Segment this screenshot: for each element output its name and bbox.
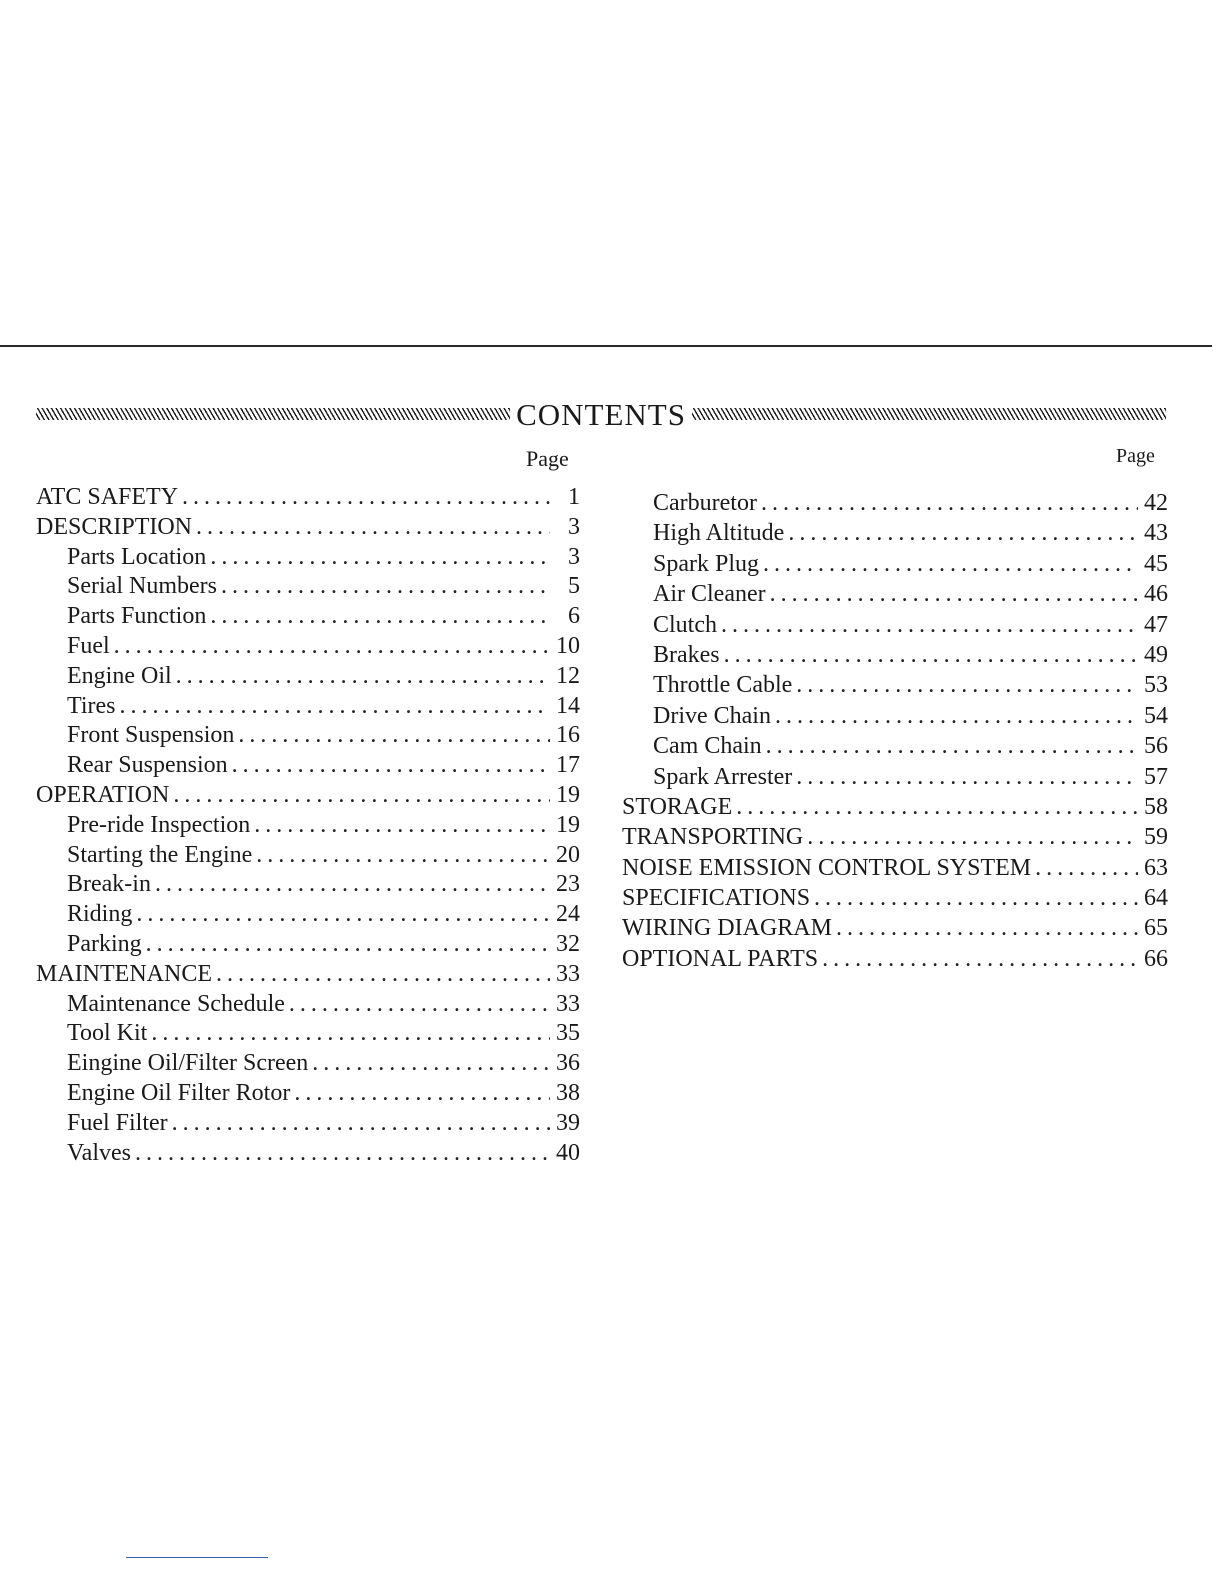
toc-entry-page: 12 — [556, 662, 580, 689]
toc-leader-dots — [182, 483, 550, 513]
toc-leader-dots — [763, 549, 1138, 579]
toc-entry — [36, 930, 580, 960]
toc-leader-dots — [312, 1049, 550, 1079]
toc-entry-page: 35 — [556, 1020, 580, 1047]
toc-entry-label: Starting the Engine — [67, 841, 253, 868]
toc-entry-page: 65 — [1144, 915, 1168, 942]
toc-entry — [36, 1019, 580, 1049]
toc-entry-label: ATC SAFETY — [36, 484, 179, 510]
toc-leader-dots — [775, 701, 1138, 731]
toc-entry — [622, 822, 1168, 852]
toc-entry-page: 64 — [1144, 885, 1168, 912]
toc-entry — [622, 488, 1168, 518]
toc-entry-page: 54 — [1144, 702, 1168, 729]
toc-leader-dots — [151, 1019, 550, 1049]
toc-entry-page: 49 — [1144, 641, 1168, 668]
toc-entry — [36, 721, 580, 751]
toc-entry-label: High Altitude — [653, 520, 785, 547]
toc-entry-label: Drive Chain — [653, 702, 771, 729]
toc-entry — [36, 662, 580, 692]
toc-entry-page: 10 — [556, 632, 580, 659]
header-hatch-right — [692, 408, 1166, 420]
toc-entry — [36, 602, 580, 632]
toc-leader-dots — [210, 543, 550, 573]
toc-leader-dots — [256, 841, 550, 871]
contents-header — [36, 394, 1166, 434]
toc-entry-label: Throttle Cable — [653, 672, 793, 699]
toc-entry-label: Serial Numbers — [67, 573, 217, 600]
toc-entry-label: Tires — [67, 692, 116, 719]
toc-entry-page: 16 — [556, 722, 580, 749]
toc-entry — [36, 990, 580, 1020]
toc-leader-dots — [155, 870, 550, 900]
toc-entry — [36, 1139, 580, 1169]
toc-entry-page: 47 — [1144, 611, 1168, 638]
bottom-mark-line — [126, 1557, 268, 1558]
toc-entry-label: Fuel Filter — [67, 1109, 168, 1136]
toc-leader-dots — [796, 762, 1138, 792]
page-title: CONTENTS — [516, 396, 686, 432]
toc-leader-dots — [176, 662, 550, 692]
toc-leader-dots — [136, 900, 550, 930]
toc-leader-dots — [724, 640, 1138, 670]
toc-entry — [622, 610, 1168, 640]
toc-entry-label: WIRING DIAGRAM — [622, 915, 832, 942]
toc-leader-dots — [770, 579, 1138, 609]
toc-entry-page: 42 — [1144, 490, 1168, 516]
toc-entry-page: 56 — [1144, 733, 1168, 760]
toc-entry — [36, 513, 580, 543]
toc-entry — [622, 731, 1168, 761]
toc-entry — [36, 1079, 580, 1109]
toc-left-column — [36, 483, 580, 1168]
toc-entry-label: MAINTENANCE — [36, 960, 212, 987]
toc-entry-label: Break-in — [67, 871, 151, 898]
toc-entry-page: 19 — [556, 811, 580, 838]
toc-entry-page: 3 — [568, 543, 580, 570]
toc-leader-dots — [114, 632, 550, 662]
toc-leader-dots — [822, 944, 1138, 974]
toc-entry-page: 33 — [556, 990, 580, 1017]
toc-right-column — [622, 488, 1168, 974]
toc-entry-page: 43 — [1144, 520, 1168, 547]
toc-entry-label: Parts Location — [67, 543, 207, 570]
toc-leader-dots — [761, 488, 1138, 518]
toc-entry — [36, 572, 580, 602]
toc-entry-label: Carburetor — [653, 490, 757, 516]
toc-entry-label: Eingine Oil/Filter Screen — [67, 1050, 309, 1077]
toc-entry-page: 36 — [556, 1050, 580, 1077]
toc-leader-dots — [796, 670, 1138, 700]
toc-entry-label: Cam Chain — [653, 733, 762, 760]
toc-entry-label: Tool Kit — [67, 1020, 148, 1047]
toc-entry-label: Spark Arrester — [653, 763, 793, 790]
toc-entry — [622, 640, 1168, 670]
toc-entry — [622, 518, 1168, 548]
page-column-label-right: Page — [1116, 445, 1155, 467]
toc-entry — [622, 701, 1168, 731]
toc-leader-dots — [196, 513, 550, 543]
toc-entry-label: Maintenance Schedule — [67, 990, 285, 1017]
toc-leader-dots — [736, 792, 1138, 822]
toc-entry — [622, 579, 1168, 609]
toc-entry — [36, 751, 580, 781]
toc-leader-dots — [814, 883, 1138, 913]
toc-entry — [36, 870, 580, 900]
toc-entry — [36, 811, 580, 841]
toc-entry — [36, 841, 580, 871]
toc-entry-page: 1 — [568, 484, 580, 510]
toc-entry-label: NOISE EMISSION CONTROL SYSTEM — [622, 854, 1032, 881]
toc-entry-label: Brakes — [653, 641, 720, 668]
toc-entry-page: 32 — [556, 930, 580, 957]
toc-entry-label: Fuel — [67, 632, 110, 659]
toc-entry-label: Riding — [67, 901, 133, 928]
toc-entry-label: DESCRIPTION — [36, 513, 193, 540]
toc-entry — [622, 762, 1168, 792]
toc-entry-page: 53 — [1144, 672, 1168, 699]
toc-leader-dots — [254, 811, 550, 841]
toc-entry — [36, 692, 580, 722]
toc-entry-label: Pre-ride Inspection — [67, 811, 251, 838]
toc-entry-label: Parking — [67, 930, 142, 957]
toc-entry-page: 57 — [1144, 763, 1168, 790]
top-divider-rule — [0, 345, 1212, 347]
toc-entry-page: 17 — [556, 752, 580, 779]
toc-entry-page: 19 — [556, 781, 580, 808]
toc-leader-dots — [289, 990, 550, 1020]
toc-leader-dots — [836, 913, 1138, 943]
toc-entry-page: 38 — [556, 1079, 580, 1106]
toc-entry — [622, 792, 1168, 822]
toc-leader-dots — [238, 721, 550, 751]
toc-leader-dots — [172, 1109, 550, 1139]
toc-entry-label: SPECIFICATIONS — [622, 885, 811, 912]
toc-entry-page: 39 — [556, 1109, 580, 1136]
toc-entry — [36, 1049, 580, 1079]
toc-leader-dots — [221, 572, 550, 602]
toc-entry-label: Engine Oil — [67, 662, 172, 689]
toc-entry — [36, 900, 580, 930]
toc-entry — [36, 483, 580, 513]
toc-entry-page: 63 — [1144, 854, 1168, 881]
toc-leader-dots — [807, 822, 1138, 852]
toc-entry — [36, 543, 580, 573]
toc-leader-dots — [766, 731, 1138, 761]
toc-entry — [622, 944, 1168, 974]
toc-leader-dots — [232, 751, 550, 781]
toc-entry — [36, 960, 580, 990]
toc-entry-label: Front Suspension — [67, 722, 235, 749]
toc-leader-dots — [294, 1079, 550, 1109]
page-column-label-left: Page — [526, 446, 569, 471]
toc-entry-label: Spark Plug — [653, 550, 760, 577]
header-hatch-left — [36, 408, 510, 420]
toc-entry-label: Clutch — [653, 611, 717, 638]
toc-entry-page: 6 — [568, 603, 580, 630]
toc-entry-page: 14 — [556, 692, 580, 719]
toc-entry — [622, 853, 1168, 883]
toc-entry — [622, 549, 1168, 579]
toc-entry-page: 23 — [556, 871, 580, 898]
toc-entry-label: STORAGE — [622, 793, 733, 820]
toc-leader-dots — [135, 1139, 550, 1169]
toc-entry — [36, 781, 580, 811]
toc-leader-dots — [216, 960, 550, 990]
toc-entry-label: Parts Function — [67, 603, 207, 630]
toc-leader-dots — [1035, 853, 1138, 883]
toc-entry-page: 5 — [568, 573, 580, 600]
toc-entry-page: 45 — [1144, 550, 1168, 577]
toc-entry-page: 3 — [568, 513, 580, 540]
toc-entry-label: OPTIONAL PARTS — [622, 945, 819, 972]
toc-entry — [36, 632, 580, 662]
toc-entry-page: 66 — [1144, 945, 1168, 972]
toc-entry-label: Valves — [67, 1139, 131, 1166]
toc-entry-label: TRANSPORTING — [622, 824, 804, 851]
toc-leader-dots — [173, 781, 550, 811]
toc-leader-dots — [210, 602, 550, 632]
toc-entry-label: Engine Oil Filter Rotor — [67, 1079, 291, 1106]
toc-entry-page: 24 — [556, 901, 580, 928]
toc-entry — [36, 1109, 580, 1139]
toc-leader-dots — [119, 692, 550, 722]
toc-entry-label: OPERATION — [36, 781, 170, 808]
toc-entry-label: Air Cleaner — [653, 581, 766, 608]
toc-leader-dots — [788, 518, 1138, 548]
toc-entry — [622, 883, 1168, 913]
toc-entry-page: 46 — [1144, 581, 1168, 608]
toc-entry — [622, 913, 1168, 943]
toc-entry-label: Rear Suspension — [67, 752, 228, 779]
toc-entry-page: 40 — [556, 1139, 580, 1166]
toc-entry — [622, 670, 1168, 700]
toc-entry-page: 33 — [556, 960, 580, 987]
toc-entry-page: 20 — [556, 841, 580, 868]
toc-leader-dots — [146, 930, 550, 960]
toc-entry-page: 58 — [1144, 793, 1168, 820]
toc-leader-dots — [721, 610, 1138, 640]
toc-entry-page: 59 — [1144, 824, 1168, 851]
